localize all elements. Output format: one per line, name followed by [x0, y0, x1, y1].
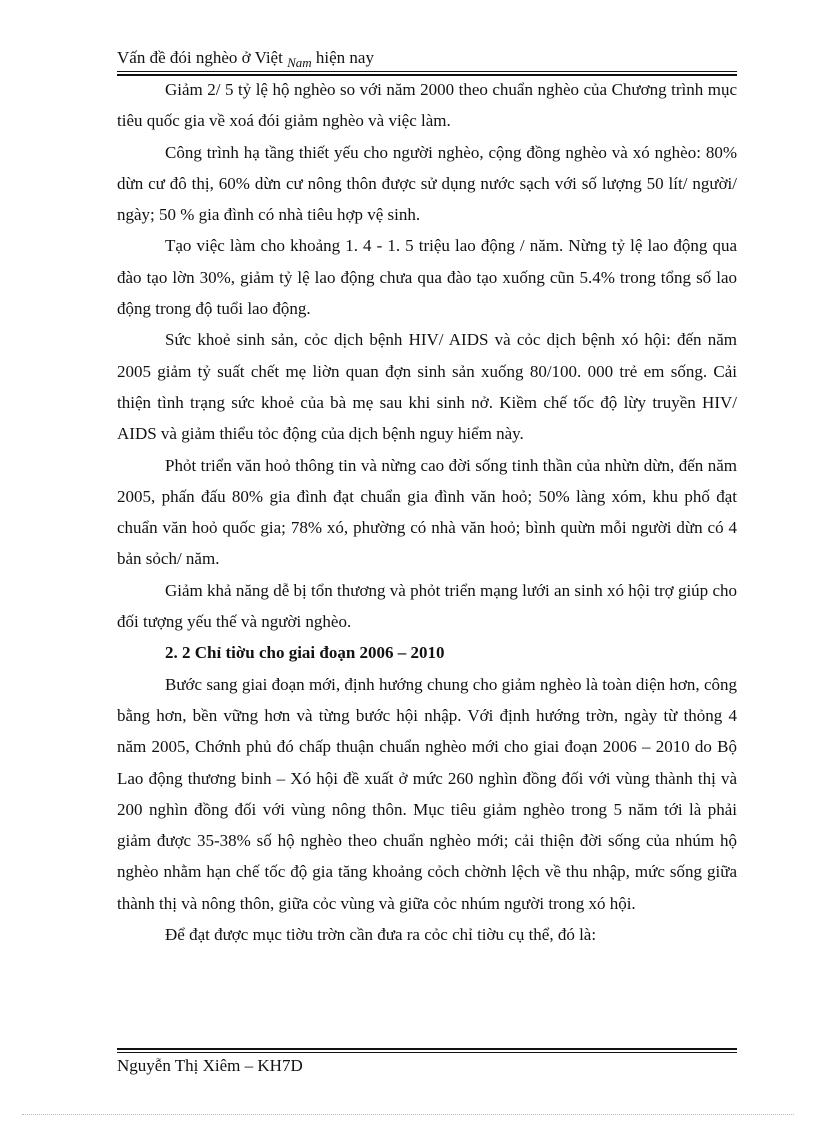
paragraph: Giảm khả năng dễ bị tổn thương và phỏt triển mạng lưới an sinh xó hội trợ giúp cho đối tượng yếu thế và người nghèo. [117, 580, 737, 632]
paragraph: Giảm 2/ 5 tỷ lệ hộ nghèo so với năm 2000 theo chuẩn nghèo của Chương trình mục tiêu quốc gia về xoá đói giảm nghèo và việc làm. [117, 80, 737, 131]
paragraph: Sức khoẻ sinh sản, cỏc dịch bệnh HIV/ AIDS và cỏc dịch bệnh xó hội: đến năm 2005 giảm tỷ suất chết mẹ liờn quan đợn sinh sản xuống 80/100. 000 trẻ em sống. Cải thiện tình trạng sức khoẻ của bà mẹ sau khi sinh nở. Kiềm chế tốc độ lừy truyền HIV/ AIDS và giảm thiểu tỏc động của dịch bệnh nguy hiểm này. [117, 330, 737, 444]
header-title-suffix: hiện nay [315, 48, 374, 67]
page-header [117, 46, 737, 71]
document-body [117, 74, 737, 950]
paragraph: Để đạt được mục tiờu trờn cần đưa ra cỏc chỉ tiờu cụ thể, đó là: [165, 925, 597, 945]
header-script-word: Nam [287, 55, 312, 70]
page-footer: Nguyễn Thị Xiêm – KH7D [117, 1056, 303, 1075]
paragraph: Phỏt triển văn hoỏ thông tin và nừng cao đời sống tinh thần của nhừn dừn, đến năm 2005, phấn đấu 80% gia đình đạt chuẩn gia đình văn hoỏ; 50% làng xóm, khu phố đạt chuẩn văn hoỏ quốc gia; 78% xó, phường có nhà văn hoỏ; bình quừn mỗi người dừn có 4 bản sỏch/ năm. [117, 455, 737, 569]
paragraph: Công trình hạ tầng thiết yếu cho người nghèo, cộng đồng nghèo và xó nghèo: 80% dừn cư đô thị, 60% dừn cư nông thôn được sử dụng nước sạch với số lượng 50 lít/ người/ ngày; 50 % gia đình có nhà tiêu hợp vệ sinh. [117, 142, 737, 225]
paragraph: Bước sang giai đoạn mới, định hướng chung cho giảm nghèo là toàn diện hơn, công bằng hơn, bền vững hơn và từng bước hội nhập. Với định hướng trờn, ngày từ thỏng 4 năm 2005, Chớnh phủ đó chấp thuận chuẩn nghèo mới cho giai đoạn 2006 – 2010 do Bộ Lao động thương binh – Xó hội đề xuất ở mức 260 nghìn đồng đối với vùng thành thị và 200 nghìn đồng đối với vùng nông thôn. Mục tiêu giảm nghèo trong 5 năm tới là phải giảm được 35-38% số hộ nghèo theo chuẩn nghèo mới; cải thiện đời sống của nhúm hộ nghèo nhằm hạn chế tốc độ gia tăng khoảng cỏch chờnh lệch về thu nhập, mức sống giữa thành thị và nông thôn, giữa cỏc vùng và giữa cỏc nhúm người trong xó hội. [117, 674, 737, 913]
section-heading: 2. 2 Chỉ tiờu cho giai đoạn 2006 – 2010 [165, 643, 445, 663]
paragraph: Tạo việc làm cho khoảng 1. 4 - 1. 5 triệu lao động / năm. Nừng tỷ lệ lao động qua đào tạo lờn 30%, giảm tỷ lệ lao động chưa qua đào tạo xuống cũn 5.4% trong tổng số lao động trong độ tuổi lao động. [117, 236, 737, 319]
footer-double-rule [117, 1048, 737, 1053]
page-edge-dotted-line [22, 1114, 794, 1115]
header-title-prefix: Vấn đề đói nghèo ở Việt [117, 48, 283, 67]
